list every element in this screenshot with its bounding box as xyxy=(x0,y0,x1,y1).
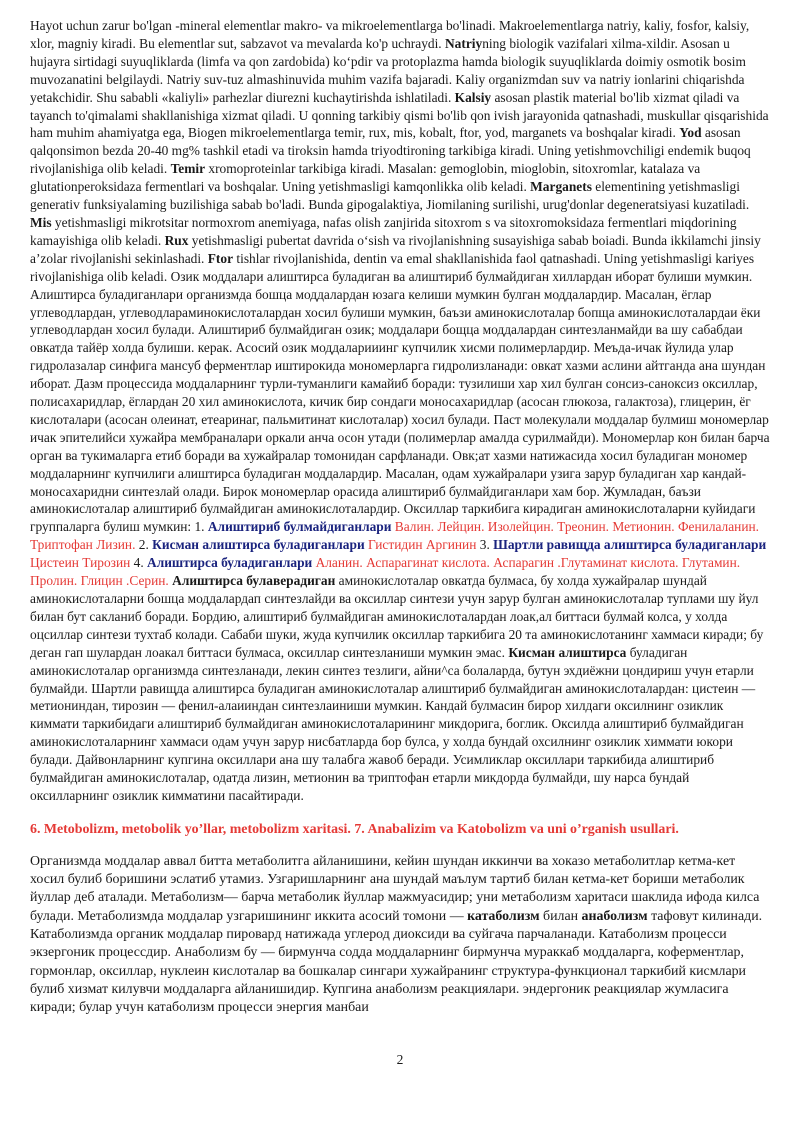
highlighted-text-run: Гистидин Аргинин xyxy=(364,537,477,553)
bold-text-run: Алиштирса буладиганлари xyxy=(147,555,313,571)
text-run: ning biologik vazifalari xilma-xildir. Asosan u hujayra sirtidagi suyuqliklarda (limfa va qon zardobida) ko‘pdir va protoplazma hamda biologik suyuqliklarda doimiy osmotik bosim muvozanatini belgilaydi. Natriy suv-tuz almashinuvida muhim vazifa bajaradi. Kaliy organizmdan suv va natriy ionlarini chiqarishda yetakchidir. Shu sababli «kaliyli» parhezlar diurezni kuchaytirishda ishlatiladi. xyxy=(30,35,746,105)
bold-text-run: Natriy xyxy=(445,35,483,51)
text-run: Hayot uchun zarur bo'lgan -mineral elementlar makro- va mikroelementlarga bo'linadi. Makroelementlarga natriy, kaliy, fosfor, kalsiy, xlor, magniy kiradi. Bu elementlar sut, sabzavot va mevalarda ko'p uchraydi. xyxy=(30,18,750,51)
bold-text-run: Yod xyxy=(679,125,702,141)
body-paragraph-metabolism xyxy=(30,853,770,1018)
highlighted-text-run: Валин. Лейцин. Изолейцин. Треонин. Метионин. Фенилаланин. Триптофан Лизин. xyxy=(30,519,760,553)
text-run: tishlar rivojlanishida, dentin va emal shakllanishida faol qatnashadi. Uning yetishmasligi kariyes rivojlanishiga olib keladi. Озик моддалари алиштирса буладиган ва алиштириб булмайдиган хиллардан иборат булиши мумкин. Алиштирса буладиганлари организмда бошца моддалардан юзага келиши мумкин булган моддалардир. Масалан, ёглар углеводлардан, углеводларамин​окислоталардан хосил булиши мумкин, баъзи аминокислоталар бопща аминокислоталардаи ёки углеводлардан хосил булади. Алиштириб булмайдиган озик; моддалари бощца моддалардан синтезланмайди ва шу сабабдаи овкатда тайёр холда булиши. керак. Асосий озик моддаларииинг купчилик хисми полимерлардир. Меъда-ичак йулида улар гидролазалар синфига мансуб ферментлар иштирокида мономерларга гидролизланади: овкат хазми аслини айтганда ана шундан иборат. Дазм процессида моддаларнинг турли-туманлиги камайиб боради: тузилиши хар хил булган сонсиз-саноксиз оксиллар, полисахаридлар, ёглардан 20 хил аминокислота, кичик бир сондаги моносахаридлар (асосан глюкоза, галактоза), глицерин, ёг кислоталари (асосан олеинат, етеаринаг, пальмитинат кислоталар) хосил булади. Паст молекулали моддалар булмиш мономерлар ичак эпителийси хужайра мембраналари оркали анча осон утади (полимерлар амалда сурилмайди). Мономерлар кон билан барча орган ва тукималарга етиб боради ва хужайралар томонидан сарфланади. Овк;ат хазми натижасида хосил буладиган мономер моддаларнинг купчилиги алиштирса буладиган моддалардир. Масалан, одам хужайралари узига зарур буладиган хар кандай-моносахаридни синтезлай олади. Бирок мономерлар орасида алиштириб булмайдиганлари хам бор. Жумладан, баъзи аминокислоталар алиштириб булмайдиган аминокислоталардир. Оксиллар таркибига кирадиган аминокислоталарни куйидаги группаларга булиш мумкин: 1. xyxy=(30,250,770,535)
text-run: elementining yetishmasligi generativ funksiyalaming buzilishiga sabab bo'ladi. Bunda gipogalaktiya, Jiomilaning surilishi, urug'donlar degeneratsiyasi kuzatiladi. xyxy=(30,179,750,213)
body-paragraph-minerals-aminoacids xyxy=(30,17,770,805)
bold-text-run: Алиштирса булавeрадиган xyxy=(172,573,336,589)
text-run: asosan qalqonsimon bezda 20-40 mg% tashkil etadi va tiroksin hamda triyodtironing tarkibiga kiradi. Uning yetishmovchiligi endemik buqoq rivojlanishiga olib keladi. xyxy=(30,125,751,177)
bold-text-run: Шартли равищда алиштирса буладиганлари xyxy=(493,537,767,553)
text-run: Организмда моддалар аввал битта метаболитга айланишини, кейин шундан иккинчи ва хоказо метаболитлар кетма-кет хосил булиб боришини эслатиб утамиз. Узгаришларнинг ана шундай маълум тартиб билан кетма-кет бориши метаболик йуллар деб аталади. Метаболизм— барча метаболик йуллар мажмуасидир; уни метаболизм харитаси шаклида ифода килса булади. Метаболизмда моддалар узгаришининг иккита асосий томони — xyxy=(30,853,760,924)
bold-text-run: Temir xyxy=(170,161,206,177)
text-run: 4. xyxy=(130,555,148,571)
text-run: 3. xyxy=(476,537,494,553)
text-run: аминокислоталар овкатда булмаса, бу холда хужайралар шундай аминокислоталарни бошца моддалардап синтезлайди ва оксиллар синтези учун зарур булган аминокислоталар туплами шу йул билан бут сакланиб боради. Бордию, алиштириб булмайдиган аминокислоталардан лоак,ал биттаси булмай колса, у холда оцсиллар синтези тухтаб колади. Сабаби шуки, жуда купчилик оксиллар таркибига 20 та аминокислотанинг хаммаси киради; бу деган гап шулардан лоакал биттаси булмаса, оксиллар синтезланиши мумкин эмас. xyxy=(30,573,764,660)
text-run: yetishmasligi mikrotsitar normoxrom anemiyaga, nafas olish zanjirida sitoxrom s va sitoxromoksidaza fermentlari miqdorining kamayishiga olib keladi. xyxy=(30,214,737,248)
bold-text-run: катаболизм xyxy=(467,908,540,924)
bold-text-run: Marganets xyxy=(530,179,592,195)
bold-text-run: Mis xyxy=(30,214,52,230)
bold-text-run: Кисман алиштирса xyxy=(508,644,627,660)
bold-text-run: Rux xyxy=(164,232,189,248)
bold-text-run: Ftor xyxy=(207,250,234,266)
text-run: 2. xyxy=(135,537,153,553)
text-run: yetishmasligi pubertat davrida o‘sish va rivojlanishning susayishiga sabab boiadi. Bunda ikkilamchi jinsiy a’zolar rivojlanishi sekinlashadi. xyxy=(30,232,761,266)
bold-text-run: Kalsiy xyxy=(454,89,492,105)
highlighted-text-run: Цистеин Тирозин xyxy=(30,555,131,571)
bold-text-run: Кисман алиштирса буладиганлари xyxy=(152,537,365,553)
bold-text-run: Алиштириб булмайдиганлари xyxy=(207,519,392,535)
highlighted-text-run: Аланин. Аспарагинат кислота. Аспарагин .Глутаминат кислота. Глутамин. Пролин. Глицин .Серин. xyxy=(30,555,741,589)
text-run: буладиган аминокислоталар организмда синтезланади, лекин синтез тезлиги, айни^са болаларда, бутун эхдиёжни цондириш учун етарли булмайди. Шартли равищда алиштирса буладиган аминокислоталар алиштириб булмайдиган аминокислоталардан: цистеин — метиониндан, тирозин — фенил-алаииндан синтезлаиниши мумкин. Кандай булмасин бирор хилдаги оксилнинг озиклик киммати таркибидаги алиштириб булмайдиган аминокислоталарининг микдорига, боглик. Оксилда алиштириб булмайдиган аминокислоталарнинг хаммаси одам учун зарур нисбатларда бор булса, у холда бундай охсилнинг озиклик химмати юкори булади. Дайвонларнинг купгина оксиллари ана шу талабга жавоб беради. Усимликлар оксиллари таркибида алиштириб булмайдиган аминокислоталар, одатда лизин, метионин ва триптофан етарли микдорда булмайди, шу нарса бундай оксилларнинг озиклик кимматини пасайтиради. xyxy=(30,644,756,803)
bold-text-run: анаболизм xyxy=(581,908,648,924)
text-run: xromoproteinlar tarkibiga kiradi. Masalan: gemoglobin, mioglobin, sitoxromlar, katalaza va glutationperoksidaza fermentlari va boshqalar. Uning yetishmasligi kamqonlikka olib keladi. xyxy=(30,161,701,195)
text-run: asosan plastik material bo'lib xizmat qiladi va tayanch to'qimalami shakllanishiga xizmat qiladi. U qonning tarkibiy qismi bo'lib qon ivish jarayonida qatnashadi, muskullar qisqarishida ham muhim ahamiyatga ega, Biogen mikroelementlarga temir, rux, mis, kobalt, ftor, yod, marganets va boshqalar kiradi. xyxy=(30,89,769,141)
page-number: 2 xyxy=(396,1052,404,1067)
section-heading: 6. Metobolizm, metobolik yo’llar, metobolizm xaritasi. 7. Anabalizim va Katobolizm va uni o’rganish usullari. xyxy=(30,821,679,837)
text-run: билан xyxy=(539,908,582,924)
text-run: тафовут килинади. Катаболизмда органик моддалар пировард натижада углерод диоксиди ва суйгача парчаланади. Катаболизм процесси экзергоник процессдир. Анаболизм бу — бирмунча содда моддаларнинг бирмунча мураккаб моддаларга, коферментлар, гормонлар, оксиллар, нуклеин кислоталар ва бошкалар сингари хужайранинг структура-функционал таркибий кисмлари булиб хизмат килувчи моддаларга айланишидир. Купгина анаболизм реакциялари. эндергоник реакциялар жумласига киради; булар учун катаболизм процесси энергия манбаи xyxy=(30,908,763,1016)
